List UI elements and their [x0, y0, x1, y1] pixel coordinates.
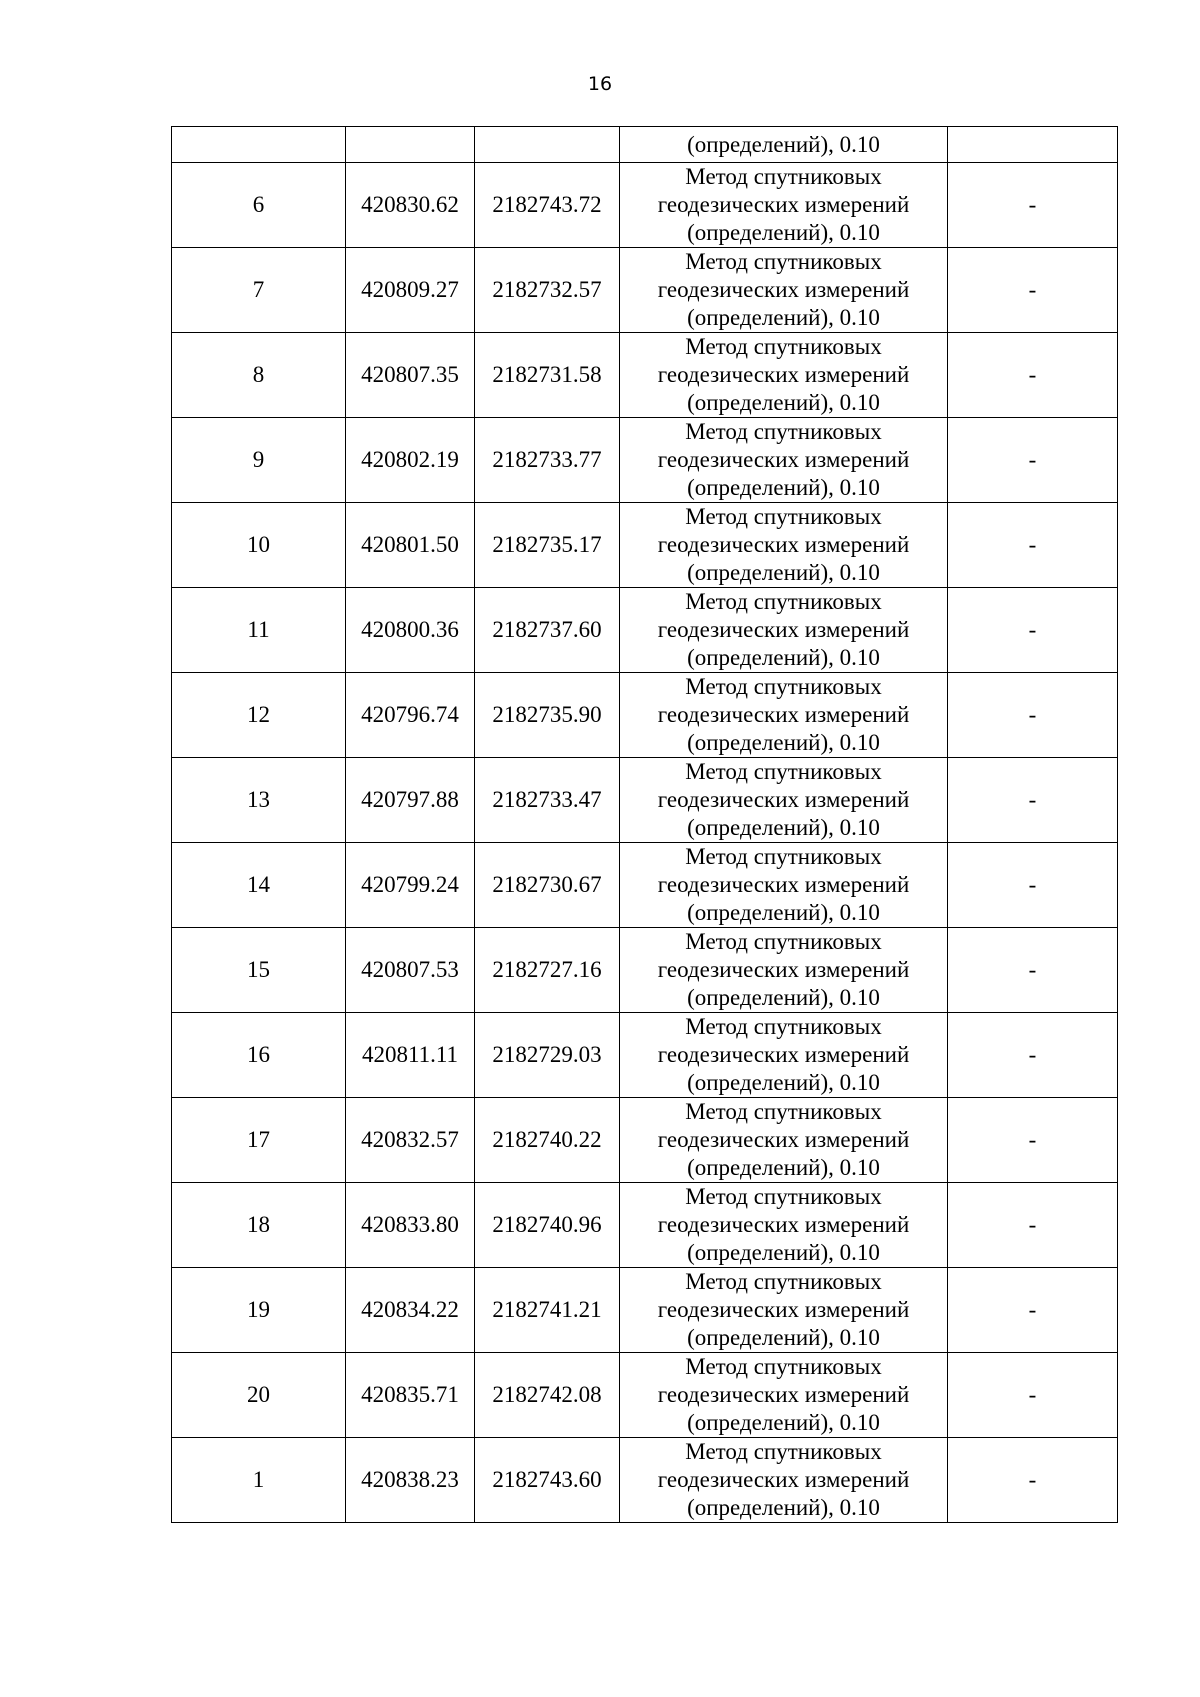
x-cell: 420799.24 — [346, 843, 475, 928]
y-cell: 2182743.60 — [475, 1438, 620, 1523]
note-cell: - — [948, 1098, 1118, 1183]
method-line: Метод спутниковых — [685, 1184, 882, 1209]
method-line: (определений), 0.10 — [687, 1410, 880, 1435]
y-cell: 2182729.03 — [475, 1013, 620, 1098]
method-line: (определений), 0.10 — [687, 1070, 880, 1095]
method-line: геодезических измерений — [657, 702, 910, 727]
method-line: Метод спутниковых — [685, 164, 882, 189]
method-line: геодезических измерений — [657, 872, 910, 897]
y-cell: 2182740.22 — [475, 1098, 620, 1183]
method-line: геодезических измерений — [657, 1042, 910, 1067]
x-cell: 420797.88 — [346, 758, 475, 843]
y-cell: 2182727.16 — [475, 928, 620, 1013]
x-cell: 420834.22 — [346, 1268, 475, 1353]
table-row — [172, 928, 1118, 1013]
note-cell: - — [948, 333, 1118, 418]
note-cell: - — [948, 928, 1118, 1013]
x-cell: 420796.74 — [346, 673, 475, 758]
note-cell: - — [948, 503, 1118, 588]
point-cell: 15 — [172, 928, 346, 1013]
method-line: геодезических измерений — [657, 787, 910, 812]
method-line: (определений), 0.10 — [687, 305, 880, 330]
method-cell — [620, 1353, 948, 1438]
method-line: геодезических измерений — [657, 532, 910, 557]
point-cell: 20 — [172, 1353, 346, 1438]
method-line: (определений), 0.10 — [687, 730, 880, 755]
page-number: 16 — [587, 73, 613, 95]
method-line: (определений), 0.10 — [687, 475, 880, 500]
method-line: Метод спутниковых — [685, 249, 882, 274]
point-cell: 16 — [172, 1013, 346, 1098]
table-row — [172, 758, 1118, 843]
method-line: Метод спутниковых — [685, 844, 882, 869]
method-line: (определений), 0.10 — [687, 220, 880, 245]
table-row — [172, 1013, 1118, 1098]
point-cell: 8 — [172, 333, 346, 418]
method-line: (определений), 0.10 — [687, 985, 880, 1010]
method-line: геодезических измерений — [657, 1127, 910, 1152]
point-cell: 7 — [172, 248, 346, 333]
method-line: Метод спутниковых — [685, 1439, 882, 1464]
table-row — [172, 163, 1118, 248]
x-cell: 420835.71 — [346, 1353, 475, 1438]
note-cell: - — [948, 163, 1118, 248]
point-cell — [172, 127, 346, 163]
table-row — [172, 1183, 1118, 1268]
method-line: (определений), 0.10 — [687, 900, 880, 925]
method-line: Метод спутниковых — [685, 1269, 882, 1294]
point-cell: 9 — [172, 418, 346, 503]
y-cell: 2182731.58 — [475, 333, 620, 418]
method-cell — [620, 843, 948, 928]
method-line: геодезических измерений — [657, 1297, 910, 1322]
table-row — [172, 248, 1118, 333]
method-cell — [620, 928, 948, 1013]
method-cell — [620, 1438, 948, 1523]
method-line: геодезических измерений — [657, 362, 910, 387]
method-line: Метод спутниковых — [685, 589, 882, 614]
method-cell — [620, 333, 948, 418]
method-cell — [620, 1013, 948, 1098]
point-cell: 14 — [172, 843, 346, 928]
method-line: Метод спутниковых — [685, 419, 882, 444]
point-cell: 10 — [172, 503, 346, 588]
method-line: Метод спутниковых — [685, 759, 882, 784]
note-cell: - — [948, 758, 1118, 843]
method-line: геодезических измерений — [657, 277, 910, 302]
note-cell: - — [948, 1353, 1118, 1438]
point-cell: 6 — [172, 163, 346, 248]
method-cell — [620, 503, 948, 588]
x-cell: 420802.19 — [346, 418, 475, 503]
point-cell: 12 — [172, 673, 346, 758]
table-row — [172, 1098, 1118, 1183]
y-cell: 2182740.96 — [475, 1183, 620, 1268]
method-cell — [620, 418, 948, 503]
y-cell: 2182742.08 — [475, 1353, 620, 1438]
y-cell: 2182737.60 — [475, 588, 620, 673]
method-line: геодезических измерений — [657, 1382, 910, 1407]
method-line: (определений), 0.10 — [687, 1155, 880, 1180]
note-cell: - — [948, 418, 1118, 503]
note-cell — [948, 127, 1118, 163]
note-cell: - — [948, 248, 1118, 333]
x-cell: 420800.36 — [346, 588, 475, 673]
x-cell: 420807.35 — [346, 333, 475, 418]
method-line: Метод спутниковых — [685, 334, 882, 359]
y-cell: 2182733.77 — [475, 418, 620, 503]
y-cell: 2182743.72 — [475, 163, 620, 248]
x-cell: 420807.53 — [346, 928, 475, 1013]
continued-row — [172, 127, 1118, 163]
method-line: Метод спутниковых — [685, 504, 882, 529]
table-row — [172, 1268, 1118, 1353]
method-line: (определений), 0.10 — [687, 390, 880, 415]
x-cell: 420830.62 — [346, 163, 475, 248]
x-cell: 420801.50 — [346, 503, 475, 588]
table-row — [172, 1438, 1118, 1523]
x-cell — [346, 127, 475, 163]
x-cell: 420833.80 — [346, 1183, 475, 1268]
method-line: геодезических измерений — [657, 192, 910, 217]
x-cell: 420838.23 — [346, 1438, 475, 1523]
note-cell: - — [948, 1268, 1118, 1353]
method-line: геодезических измерений — [657, 957, 910, 982]
y-cell: 2182732.57 — [475, 248, 620, 333]
y-cell: 2182741.21 — [475, 1268, 620, 1353]
note-cell: - — [948, 1183, 1118, 1268]
method-line: (определений), 0.10 — [687, 1325, 880, 1350]
method-line: (определений), 0.10 — [687, 1240, 880, 1265]
x-cell: 420811.11 — [346, 1013, 475, 1098]
note-cell: - — [948, 843, 1118, 928]
method-line: Метод спутниковых — [685, 1014, 882, 1039]
method-line: (определений), 0.10 — [687, 560, 880, 585]
y-cell: 2182735.90 — [475, 673, 620, 758]
point-cell: 17 — [172, 1098, 346, 1183]
point-cell: 13 — [172, 758, 346, 843]
method-line: Метод спутниковых — [685, 674, 882, 699]
method-line: геодезических измерений — [657, 1467, 910, 1492]
table-row — [172, 673, 1118, 758]
y-cell: 2182735.17 — [475, 503, 620, 588]
method-line: геодезических измерений — [657, 617, 910, 642]
method-cell — [620, 673, 948, 758]
method-cell — [620, 758, 948, 843]
method-line: геодезических измерений — [657, 1212, 910, 1237]
method-line: (определений), 0.10 — [687, 815, 880, 840]
method-cell — [620, 163, 948, 248]
x-cell: 420832.57 — [346, 1098, 475, 1183]
table-row — [172, 843, 1118, 928]
table-row — [172, 503, 1118, 588]
coordinates-table — [171, 126, 1118, 1523]
method-line: геодезических измерений — [657, 447, 910, 472]
method-cell — [620, 1098, 948, 1183]
point-cell: 19 — [172, 1268, 346, 1353]
table-row — [172, 418, 1118, 503]
method-cell — [620, 1183, 948, 1268]
y-cell: 2182730.67 — [475, 843, 620, 928]
note-cell: - — [948, 673, 1118, 758]
y-cell: 2182733.47 — [475, 758, 620, 843]
table-row — [172, 588, 1118, 673]
method-cell — [620, 1268, 948, 1353]
x-cell: 420809.27 — [346, 248, 475, 333]
method-cell: (определений), 0.10 — [620, 127, 948, 163]
method-line: (определений), 0.10 — [687, 645, 880, 670]
note-cell: - — [948, 588, 1118, 673]
method-line: Метод спутниковых — [685, 1099, 882, 1124]
note-cell: - — [948, 1438, 1118, 1523]
note-cell: - — [948, 1013, 1118, 1098]
y-cell — [475, 127, 620, 163]
method-line: (определений), 0.10 — [687, 1495, 880, 1520]
coordinates-table-body — [172, 127, 1118, 1523]
method-cell — [620, 588, 948, 673]
point-cell: 18 — [172, 1183, 346, 1268]
table-row — [172, 1353, 1118, 1438]
point-cell: 11 — [172, 588, 346, 673]
method-line: Метод спутниковых — [685, 1354, 882, 1379]
table-row — [172, 333, 1118, 418]
method-cell — [620, 248, 948, 333]
point-cell: 1 — [172, 1438, 346, 1523]
method-line: Метод спутниковых — [685, 929, 882, 954]
